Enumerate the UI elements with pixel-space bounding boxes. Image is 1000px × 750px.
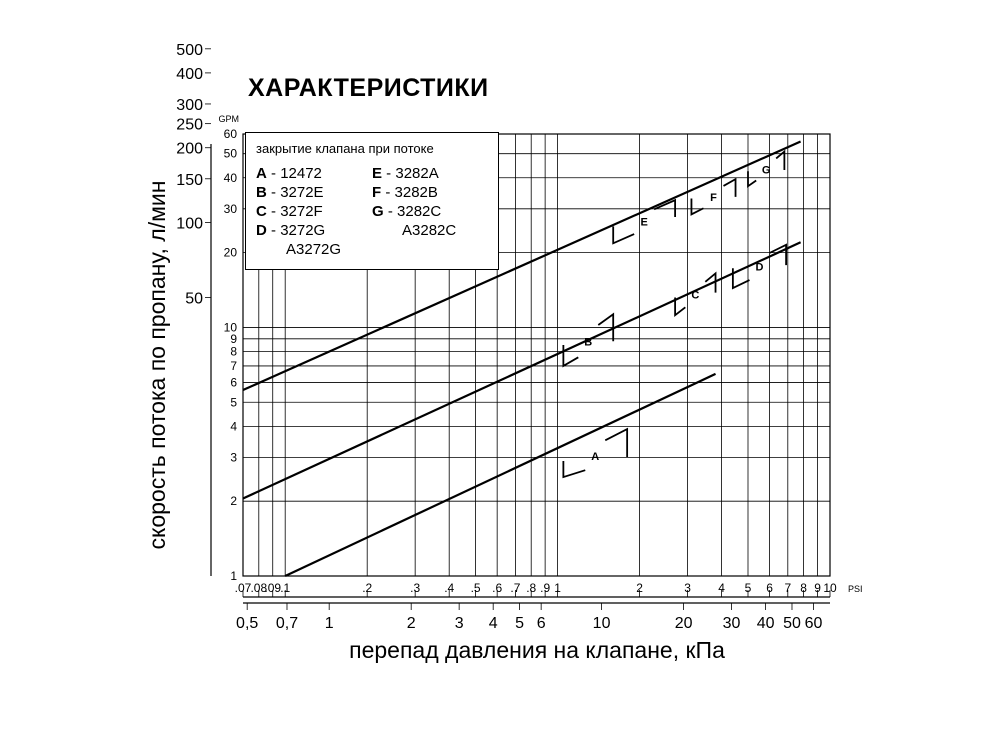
tick-label-group [144, 0, 863, 663]
x-tick-label-kpa: 60 [804, 615, 823, 632]
x-tick-label-psi: 9 [814, 581, 821, 595]
legend-key: A [256, 165, 267, 182]
region-bracket-left [691, 199, 703, 215]
legend-value: 12472 [280, 165, 322, 182]
y-tick-label-gpm: 3 [230, 450, 237, 465]
y-tick-label-gpm: 7 [230, 358, 237, 373]
legend-value-extra: A3272G [286, 241, 342, 258]
y-tick-label-gpm: 2 [230, 494, 237, 509]
x-tick-label-kpa: 30 [722, 615, 741, 632]
x-tick-label-kpa: 1 [324, 615, 334, 632]
x-tick-label-psi: .1 [280, 581, 291, 595]
x-tick-label-kpa: 0,7 [275, 615, 299, 632]
region-label: D [755, 261, 764, 274]
region-bracket-right [776, 152, 784, 170]
y-tick-label-lpm: 200 [176, 140, 203, 158]
x-tick-label-psi: .2 [362, 581, 373, 595]
y-tick-label-gpm: 8 [230, 344, 237, 359]
x-tick-label-psi: .07 [234, 581, 252, 595]
region-label: A [591, 451, 600, 464]
region-bracket-left [563, 461, 585, 477]
x-tick-label-psi: 5 [744, 581, 752, 595]
y-tick-label-gpm: 60 [223, 127, 237, 141]
y-tick-label-gpm: 6 [230, 375, 237, 390]
legend-value: 3282A [395, 165, 439, 182]
legend-key: E [372, 165, 383, 182]
legend-item: F - 3282B [372, 184, 438, 201]
legend-column-left [256, 164, 372, 259]
region-bracket-right [723, 179, 735, 197]
series-line [285, 374, 715, 576]
region-bracket-left [613, 226, 634, 243]
legend-key: D [256, 222, 267, 239]
region-label: C [691, 289, 700, 302]
region-label: F [710, 192, 717, 205]
y-tick-label-lpm: 150 [176, 171, 203, 189]
y-tick-label-gpm: 4 [230, 419, 237, 434]
y-tick-label-gpm: 1 [230, 569, 237, 583]
y-tick-label-lpm: 300 [176, 96, 203, 114]
x-tick-label-psi: 6 [766, 581, 773, 595]
y-tick-label-gpm: 20 [223, 245, 237, 260]
y-tick-label-gpm: 9 [230, 331, 237, 346]
x-tick-label-kpa: 4 [488, 615, 498, 632]
x-tick-label-psi: .3 [410, 581, 421, 595]
x-tick-label-psi: .9 [540, 581, 551, 595]
legend-value: 3272G [280, 222, 326, 239]
x-tick-label-psi: .6 [492, 581, 503, 595]
y-tick-label-lpm: 400 [176, 65, 203, 83]
page-title: ХАРАКТЕРИСТИКИ [248, 74, 489, 102]
y-tick-label-gpm: 40 [223, 170, 237, 185]
x-tick-label-kpa: 3 [454, 615, 464, 632]
x-tick-label-kpa: 10 [592, 615, 611, 632]
y-tick-label-lpm: 500 [176, 41, 203, 59]
x-tick-label-kpa: 50 [783, 615, 801, 632]
legend-column-right [372, 164, 488, 259]
legend-item: A - 12472 [256, 165, 322, 182]
legend-title: закрытие клапана при потоке [256, 141, 434, 156]
y-unit-label: GPM [218, 114, 239, 124]
x-tick-label-psi: 3 [684, 581, 691, 595]
legend-value: 3272F [280, 203, 323, 220]
x-tick-label-psi: 7 [784, 581, 792, 595]
x-tick-label-kpa: 0,5 [236, 615, 259, 632]
series-line [243, 242, 801, 498]
legend-key: F [372, 184, 382, 201]
y-tick-label-lpm: 50 [185, 290, 203, 308]
legend-key: B [256, 184, 267, 201]
x-tick-label-kpa: 20 [674, 615, 693, 632]
y-tick-label-gpm: 10 [223, 320, 237, 335]
x-tick-label-kpa: 2 [406, 615, 416, 632]
x-tick-label-psi: .7 [510, 581, 521, 595]
x-tick-label-kpa: 6 [536, 615, 546, 632]
y-tick-label-lpm: 100 [176, 215, 203, 233]
x-unit-label: PSI [848, 584, 863, 594]
y-tick-label-gpm: 30 [223, 201, 237, 216]
x-tick-label-psi: .5 [470, 581, 481, 595]
x-tick-label-psi: 1 [554, 581, 561, 595]
x-tick-label-psi: 10 [823, 581, 837, 595]
y-tick-label-lpm: 250 [176, 116, 203, 134]
x-tick-label-kpa: 5 [515, 615, 525, 632]
legend-item: C - 3272F [256, 203, 323, 220]
grid [205, 0, 830, 610]
region-label: B [584, 336, 593, 349]
region-group [563, 152, 786, 478]
legend-item: E - 3282A [372, 165, 439, 182]
x-tick-label-psi: .4 [444, 581, 455, 595]
legend-value: 3282B [394, 184, 438, 201]
legend-value: 3272E [280, 184, 324, 201]
x-tick-label-psi: .8 [526, 581, 537, 595]
region-bracket-right [605, 429, 627, 457]
x-tick-label-psi: 4 [718, 581, 725, 595]
legend-key: C [256, 203, 267, 220]
legend-item: B - 3272E [256, 184, 324, 201]
region-bracket-left [748, 171, 756, 186]
legend-key: G [372, 203, 384, 220]
x-tick-label-psi: 8 [800, 581, 807, 595]
y-tick-label-gpm: 5 [230, 395, 237, 410]
x-tick-label-psi: .08 [250, 581, 268, 595]
legend-value-extra: A3282C [402, 222, 457, 239]
region-label: G [761, 164, 771, 177]
legend-box [245, 132, 499, 270]
x-tick-label-kpa: 40 [756, 615, 775, 632]
y-axis-title: скорость потока по пропану, л/мин [144, 180, 170, 550]
legend-value: 3282C [397, 203, 442, 220]
legend-item: G - 3282C [372, 203, 442, 220]
legend-item: D - 3272G [256, 222, 326, 239]
y-tick-label-gpm: 50 [223, 146, 237, 161]
x-axis-title: перепад давления на клапане, кПа [349, 637, 725, 663]
x-tick-label-psi: 2 [636, 581, 643, 595]
x-tick-label-psi: .09 [264, 581, 282, 595]
region-label: E [640, 216, 648, 229]
